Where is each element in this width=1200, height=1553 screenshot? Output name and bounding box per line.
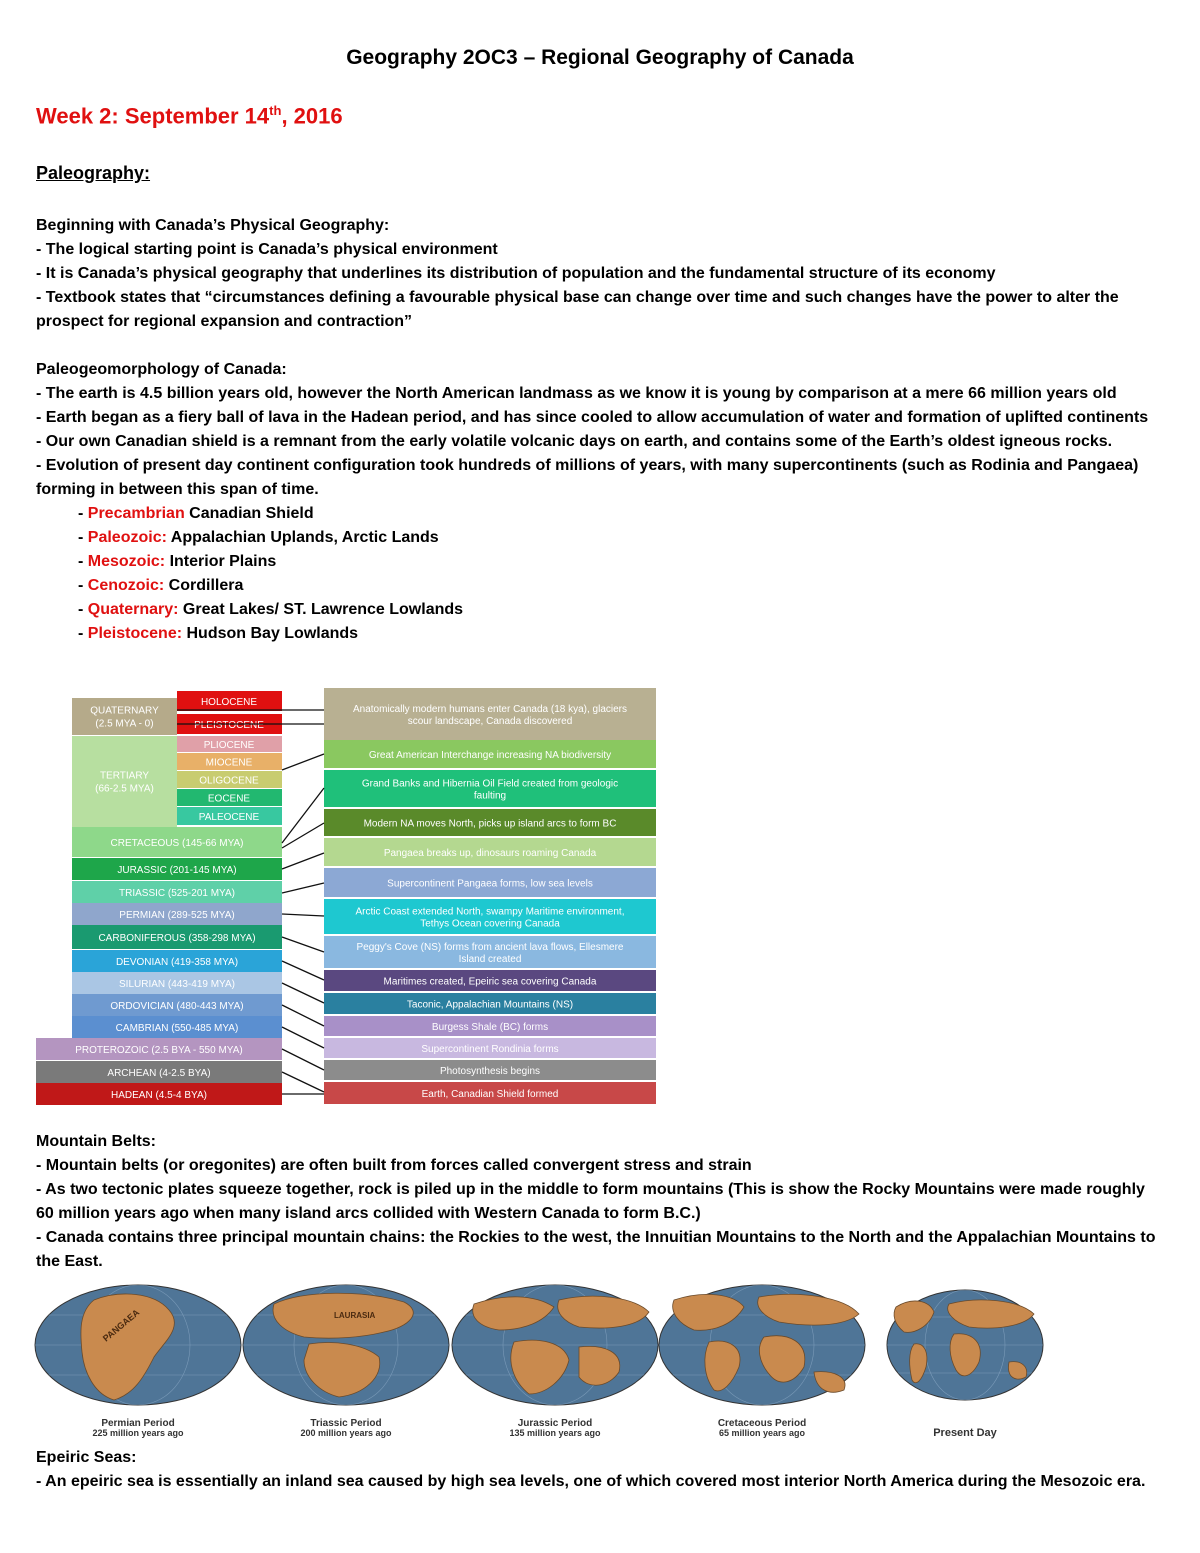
- map-period-caption: Cretaceous Period: [717, 1418, 807, 1429]
- era-item: - Precambrian Canadian Shield: [78, 505, 314, 522]
- epoch-label: EOCENE: [207, 793, 251, 805]
- connector-line: [282, 961, 324, 980]
- map-period-caption: Jurassic Period: [517, 1418, 593, 1429]
- period-label: ARCHEAN (4-2.5 BYA): [107, 1068, 211, 1079]
- connector-line: [282, 1027, 324, 1048]
- period-label: PROTEROZOIC (2.5 BYA - 550 MYA): [75, 1045, 243, 1056]
- map-jurassic: [444, 1285, 664, 1405]
- event-label: Photosynthesis begins: [439, 1066, 541, 1077]
- page-title: Geography 2OC3 – Regional Geography of Canada: [346, 46, 854, 69]
- event-label: Supercontinent Rondinia forms: [421, 1044, 559, 1055]
- period-label: QUATERNARY: [90, 705, 159, 717]
- map-age-caption: 135 million years ago: [509, 1428, 601, 1438]
- map-label: PANGAEA: [100, 1307, 142, 1344]
- period-label: DEVONIAN (419-358 MYA): [115, 957, 239, 968]
- map-cretaceous: [654, 1285, 874, 1405]
- connector-line: [282, 883, 324, 893]
- era-item: - Pleistocene: Hudson Bay Lowlands: [78, 625, 359, 642]
- event-label: Tethys Ocean covering Canada: [420, 918, 560, 930]
- map-age-caption: 225 million years ago: [92, 1428, 184, 1438]
- map-age-caption: 200 million years ago: [300, 1428, 392, 1438]
- period-label: SILURIAN (443-419 MYA): [119, 979, 235, 990]
- period-label: CRETACEOUS (145-66 MYA): [110, 838, 244, 849]
- event-label: Earth, Canadian Shield formed: [421, 1089, 559, 1100]
- event-label: Pangaea breaks up, dinosaurs roaming Canada: [383, 848, 597, 859]
- era-item: - Mesozoic: Interior Plains: [78, 553, 277, 570]
- epoch-label: PALEOCENE: [198, 812, 260, 823]
- period-label: TRIASSIC (525-201 MYA): [119, 888, 235, 899]
- paleo-bullet: - Earth began as a fiery ball of lava in the Hadean period, and has since cooled to allow accumulation of water and formation of uplifted continents: [36, 409, 1149, 426]
- week-heading: Week 2: September 14th, 2016: [36, 103, 343, 129]
- era-item: - Paleozoic: Appalachian Uplands, Arctic Lands: [78, 529, 439, 546]
- map-permian: [34, 1285, 244, 1405]
- mountain-bullet: - As two tectonic plates squeeze together, rock is piled up in the middle to form mountains (This is show the Rocky Mountains were made roughly 60 million years ago when many island arcs collided with Western Canada to form B.C.): [36, 1181, 1145, 1222]
- era-item: - Cenozoic: Cordillera: [78, 577, 244, 594]
- map-period-caption: Permian Period: [101, 1418, 175, 1429]
- period-label: ORDOVICIAN (480-443 MYA): [110, 1001, 244, 1012]
- mountain-bullet: - Canada contains three principal mountain chains: the Rockies to the west, the Innuitian Mountains to the North and the Appalachian Mountains to the East.: [36, 1229, 1156, 1270]
- era-item: - Quaternary: Great Lakes/ ST. Lawrence Lowlands: [78, 601, 464, 618]
- paleo-heading: Paleogeomorphology of Canada:: [36, 361, 287, 378]
- paleo-bullet: - Evolution of present day continent configuration took hundreds of millions of years, with many supercontinents (such as Rodinia and Pangaea) forming in between this span of time.: [36, 457, 1139, 498]
- epoch-label: MIOCENE: [205, 757, 253, 769]
- physical-heading: Beginning with Canada’s Physical Geography:: [36, 217, 390, 234]
- mountain-bullet: - Mountain belts (or oregonites) are often built from forces called convergent stress and strain: [36, 1157, 752, 1174]
- period-label: CARBONIFEROUS (358-298 MYA): [98, 933, 256, 944]
- physical-bullet: - Textbook states that “circumstances defining a favourable physical base can change over time and such changes have the power to alter the prospect for regional expansion and contraction”: [36, 289, 1119, 330]
- map-period-caption: Present Day: [933, 1427, 997, 1439]
- epoch-label: OLIGOCENE: [199, 775, 259, 787]
- seas-heading: Epeiric Seas:: [36, 1449, 137, 1466]
- connector-line: [282, 937, 324, 952]
- epoch-label: PLEISTOCENE: [194, 720, 264, 731]
- event-label: Grand Banks and Hibernia Oil Field created from geologic: [361, 778, 619, 790]
- physical-bullet: - The logical starting point is Canada’s physical environment: [36, 241, 498, 258]
- seas-bullet: - An epeiric sea is essentially an inland sea caused by high sea levels, one of which covered most interior North America during the Mesozoic era.: [36, 1473, 1146, 1490]
- map-age-caption: 65 million years ago: [718, 1428, 806, 1438]
- event-label: Peggy's Cove (NS) forms from ancient lava flows, Ellesmere: [356, 942, 624, 953]
- continental-drift-maps: [34, 1282, 1044, 1442]
- geologic-timeline-diagram: [36, 688, 661, 1106]
- map-label: LAURASIA: [334, 1311, 376, 1320]
- map-present-day: [884, 1290, 1044, 1400]
- section-heading-paleography: Paleography:: [36, 163, 151, 183]
- mountain-belts-section: [36, 1130, 1161, 1274]
- event-label: Maritimes created, Epeiric sea covering Canada: [383, 976, 597, 988]
- connector-line: [282, 1005, 324, 1026]
- period-label: PERMIAN (289-525 MYA): [119, 910, 235, 921]
- period-box: [72, 736, 177, 827]
- event-label: Taconic, Appalachian Mountains (NS): [406, 999, 574, 1011]
- event-label: Arctic Coast extended North, swampy Maritime environment,: [355, 906, 625, 918]
- period-label: HADEAN (4.5-4 BYA): [111, 1090, 207, 1101]
- period-label: (2.5 MYA - 0): [95, 718, 154, 730]
- period-label: JURASSIC (201-145 MYA): [117, 865, 237, 876]
- connector-line: [282, 1072, 324, 1092]
- connector-line: [282, 983, 324, 1003]
- event-label: Anatomically modern humans enter Canada (18 kya), glaciers: [352, 704, 628, 715]
- physical-bullet: - It is Canada’s physical geography that underlines its distribution of population and the fundamental structure of its economy: [36, 265, 996, 282]
- epoch-label: HOLOCENE: [200, 697, 258, 708]
- period-label: TERTIARY: [99, 770, 150, 782]
- map-triassic: [234, 1285, 454, 1405]
- period-label: (66-2.5 MYA): [95, 783, 154, 795]
- event-label: Great American Interchange increasing NA biodiversity: [368, 750, 612, 761]
- event-label: Island created: [458, 954, 522, 965]
- event-label: Supercontinent Pangaea forms, low sea levels: [387, 878, 593, 890]
- event-label: Modern NA moves North, picks up island arcs to form BC: [363, 818, 617, 830]
- map-period-caption: Triassic Period: [310, 1418, 382, 1429]
- event-label: scour landscape, Canada discovered: [407, 716, 573, 727]
- connector-line: [282, 853, 324, 869]
- period-label: CAMBRIAN (550-485 MYA): [115, 1023, 239, 1034]
- physical-geography-section: [36, 214, 1161, 334]
- connector-line: [282, 914, 324, 916]
- mountain-heading: Mountain Belts:: [36, 1133, 156, 1150]
- connector-line: [282, 1049, 324, 1070]
- paleo-bullet: - Our own Canadian shield is a remnant from the early volatile volcanic days on earth, and contains some of the Earth’s oldest igneous rocks.: [36, 433, 1113, 450]
- connector-line: [282, 754, 324, 770]
- epeiric-seas-section: [36, 1446, 1161, 1494]
- event-label: faulting: [473, 790, 507, 802]
- paleo-bullet: - The earth is 4.5 billion years old, however the North American landmass as we know it is young by comparison at a mere 66 million years old: [36, 385, 1117, 402]
- paleogeomorphology-section: [36, 358, 1161, 646]
- epoch-label: PLIOCENE: [203, 740, 255, 751]
- event-label: Burgess Shale (BC) forms: [431, 1022, 549, 1033]
